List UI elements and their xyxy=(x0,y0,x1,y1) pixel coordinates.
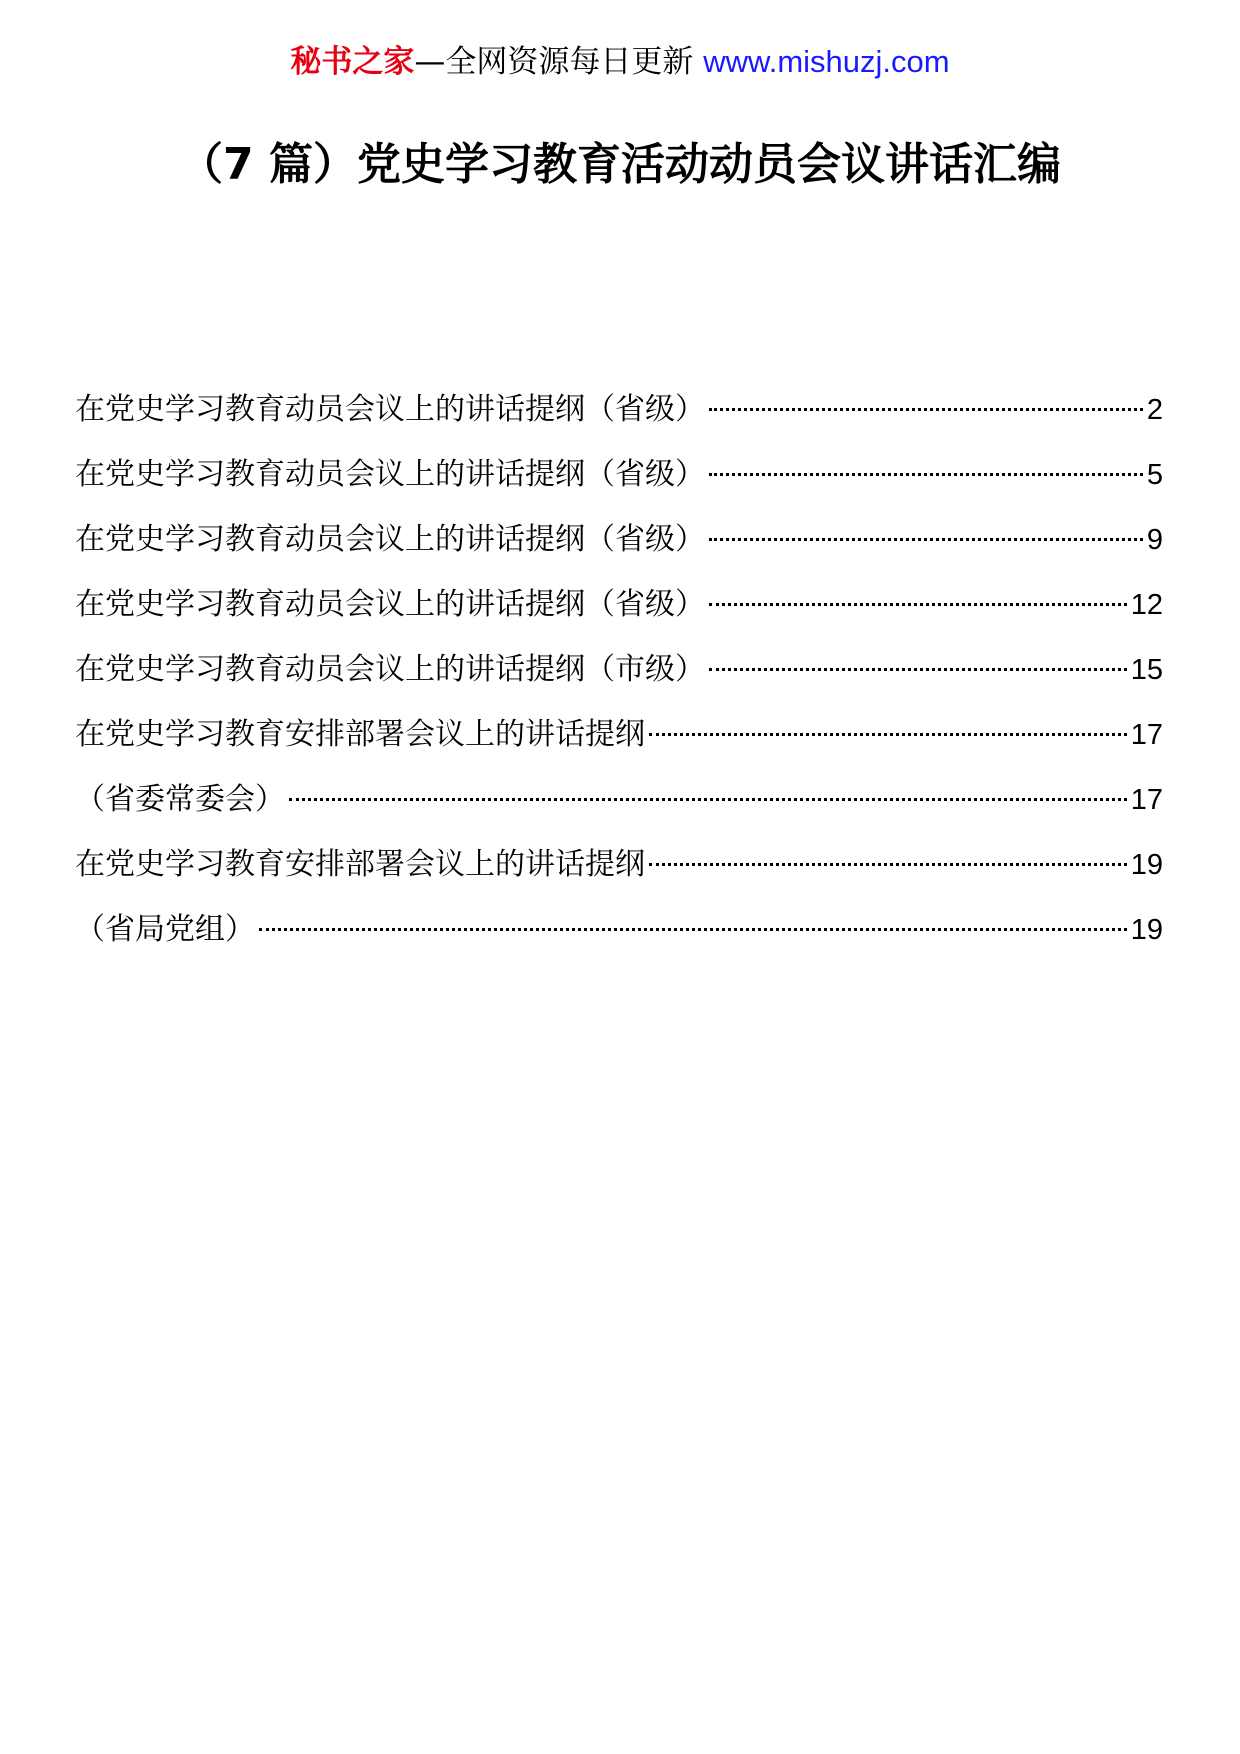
toc-entry-page: 12 xyxy=(1130,589,1163,621)
toc-dot-leader xyxy=(259,928,1127,931)
toc-entry-page: 17 xyxy=(1130,784,1163,816)
toc-entry[interactable] xyxy=(75,841,1163,906)
toc-entry[interactable] xyxy=(75,711,1163,776)
toc-entry[interactable] xyxy=(75,386,1163,451)
toc-dot-leader xyxy=(709,603,1127,606)
site-header xyxy=(0,40,1240,84)
toc-entry[interactable] xyxy=(75,516,1163,581)
toc-dot-leader xyxy=(649,863,1127,866)
toc-entry[interactable] xyxy=(75,906,1163,971)
toc-entry-label: （省局党组） xyxy=(75,912,255,947)
toc-dot-leader xyxy=(649,733,1127,736)
toc-entry-label: 在党史学习教育动员会议上的讲话提纲（省级） xyxy=(75,392,705,427)
toc-entry-label: （省委常委会） xyxy=(75,782,285,817)
toc-entry-label: 在党史学习教育安排部署会议上的讲话提纲 xyxy=(75,847,645,882)
toc-entry[interactable] xyxy=(75,776,1163,841)
toc-entry-label: 在党史学习教育动员会议上的讲话提纲（省级） xyxy=(75,587,705,622)
toc-entry[interactable] xyxy=(75,646,1163,711)
table-of-contents xyxy=(75,386,1163,971)
toc-entry-page: 19 xyxy=(1130,914,1163,946)
toc-entry-page: 2 xyxy=(1146,394,1163,426)
toc-entry-label: 在党史学习教育动员会议上的讲话提纲（市级） xyxy=(75,652,705,687)
toc-entry-page: 19 xyxy=(1130,849,1163,881)
toc-entry-page: 17 xyxy=(1130,719,1163,751)
toc-entry-label: 在党史学习教育动员会议上的讲话提纲（省级） xyxy=(75,522,705,557)
toc-entry-label: 在党史学习教育安排部署会议上的讲话提纲 xyxy=(75,717,645,752)
site-tagline: —全网资源每日更新 xyxy=(414,44,704,80)
toc-entry-page: 9 xyxy=(1146,524,1163,556)
toc-dot-leader xyxy=(709,668,1127,671)
toc-entry-page: 5 xyxy=(1146,459,1163,491)
toc-dot-leader xyxy=(289,798,1127,801)
toc-entry-page: 15 xyxy=(1130,654,1163,686)
document-title: （7 篇）党史学习教育活动动员会议讲话汇编 xyxy=(179,139,1061,190)
toc-entry-label: 在党史学习教育动员会议上的讲话提纲（省级） xyxy=(75,457,705,492)
site-url-link[interactable]: www.mishuzj.com xyxy=(703,44,950,79)
toc-entry[interactable] xyxy=(75,581,1163,646)
toc-dot-leader xyxy=(709,408,1143,411)
site-brand: 秘书之家 xyxy=(290,44,415,80)
toc-dot-leader xyxy=(709,538,1143,541)
toc-dot-leader xyxy=(709,473,1143,476)
toc-entry[interactable] xyxy=(75,451,1163,516)
